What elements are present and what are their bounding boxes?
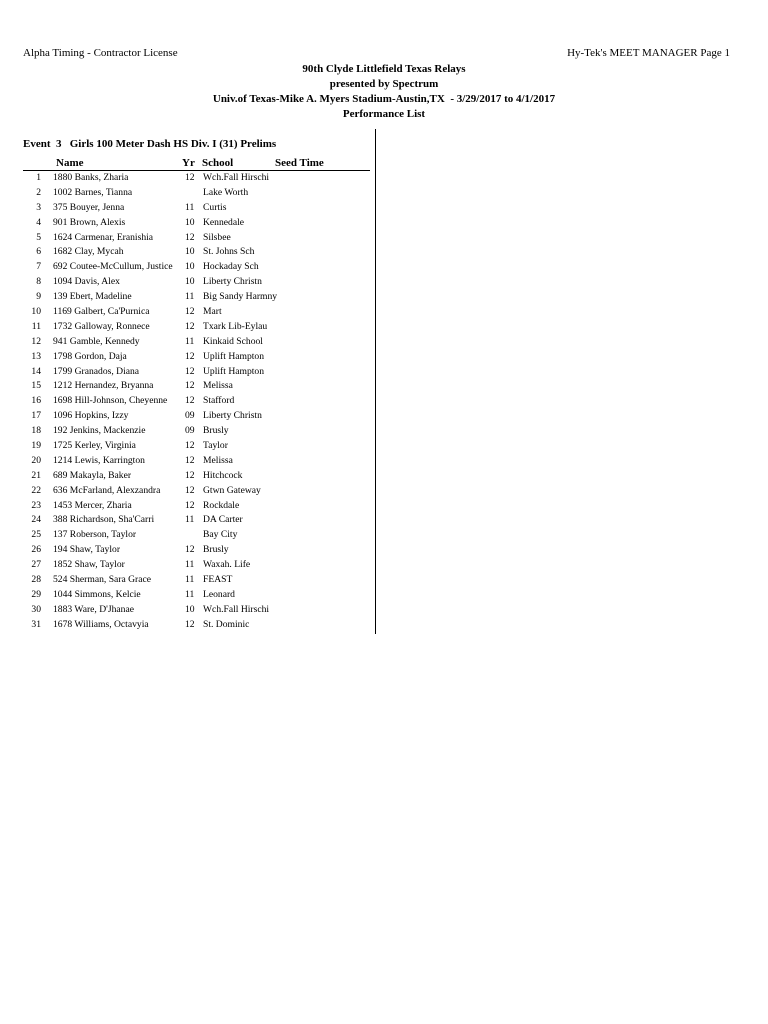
year-cell: 11: [185, 588, 195, 600]
school-cell: Gtwn Gateway: [203, 484, 261, 496]
athlete-name-cell: 1725 Kerley, Virginia: [53, 440, 136, 452]
name-column-header: Name: [56, 157, 84, 169]
place-cell: 13: [31, 350, 41, 362]
place-cell: 14: [31, 365, 41, 377]
school-cell: Mart: [203, 306, 222, 318]
athlete-name-cell: 1094 Davis, Alex: [53, 276, 120, 288]
year-cell: 12: [185, 306, 195, 318]
school-cell: Stafford: [203, 395, 235, 407]
athlete-name-cell: 1678 Williams, Octavyia: [53, 618, 149, 630]
year-cell: 09: [185, 425, 195, 437]
athlete-name-cell: 192 Jenkins, Mackenzie: [53, 425, 146, 437]
year-cell: 11: [185, 335, 195, 347]
school-cell: Brusly: [203, 425, 229, 437]
place-cell: 2: [36, 186, 41, 198]
athlete-name-cell: 1096 Hopkins, Izzy: [53, 410, 129, 422]
meet-title: 90th Clyde Littlefield Texas Relays: [302, 63, 466, 75]
place-cell: 16: [31, 395, 41, 407]
school-cell: Rockdale: [203, 499, 240, 511]
athlete-name-cell: 1212 Hernandez, Bryanna: [53, 380, 154, 392]
school-cell: Hockaday Sch: [203, 261, 259, 273]
school-cell: FEAST: [203, 574, 233, 586]
year-cell: 10: [185, 216, 195, 228]
place-cell: 27: [31, 559, 41, 571]
place-cell: 29: [31, 588, 41, 600]
place-cell: 8: [36, 276, 41, 288]
place-cell: 9: [36, 291, 41, 303]
school-cell: Taylor: [203, 440, 228, 452]
school-cell: Uplift Hampton: [203, 350, 265, 362]
place-cell: 25: [31, 529, 41, 541]
athlete-name-cell: 194 Shaw, Taylor: [53, 544, 121, 556]
year-cell: 11: [185, 514, 195, 526]
year-cell: 12: [185, 172, 195, 183]
athlete-name-cell: 1798 Gordon, Daja: [53, 350, 127, 362]
athlete-name-cell: 636 McFarland, Alexzandra: [53, 484, 161, 496]
place-cell: 4: [36, 216, 41, 228]
place-cell: 28: [31, 574, 41, 586]
place-cell: 20: [31, 454, 41, 466]
place-cell: 15: [31, 380, 41, 392]
column-divider: [375, 129, 376, 634]
school-cell: St. Johns Sch: [203, 246, 255, 258]
school-cell: Liberty Christn: [203, 276, 262, 288]
place-cell: 23: [31, 499, 41, 511]
athlete-name-cell: 1880 Banks, Zharia: [53, 172, 129, 183]
place-cell: 26: [31, 544, 41, 556]
place-cell: 19: [31, 440, 41, 452]
meet-venue-dates: Univ.of Texas-Mike A. Myers Stadium-Austin,TX - 3/29/2017 to 4/1/2017: [212, 93, 556, 105]
year-cell: 12: [185, 469, 195, 481]
place-cell: 6: [36, 246, 41, 258]
place-cell: 17: [31, 410, 41, 422]
school-cell: DA Carter: [203, 514, 243, 526]
year-cell: 11: [185, 574, 195, 586]
meet-sponsor: presented by Spectrum: [329, 78, 439, 90]
event-title: Event 3 Girls 100 Meter Dash HS Div. I (31) Prelims: [23, 138, 277, 150]
school-cell: Melissa: [203, 454, 233, 466]
year-cell: 12: [185, 365, 195, 377]
athlete-name-cell: 139 Ebert, Madeline: [53, 291, 132, 303]
year-cell: 10: [185, 246, 195, 258]
seed-time-column-header: Seed Time: [275, 157, 324, 169]
year-column-header: Yr: [182, 157, 195, 169]
school-cell: Brusly: [203, 544, 229, 556]
athlete-name-cell: 689 Makayla, Baker: [53, 469, 132, 481]
software-page-header: Hy-Tek's MEET MANAGER Page 1: [567, 47, 730, 59]
year-cell: 09: [185, 410, 195, 422]
place-cell: 12: [31, 335, 41, 347]
year-cell: 10: [185, 603, 195, 615]
year-cell: 12: [185, 454, 195, 466]
year-cell: 12: [185, 544, 195, 556]
place-cell: 24: [31, 514, 41, 526]
place-cell: 1: [36, 172, 41, 183]
athlete-name-cell: 524 Sherman, Sara Grace: [53, 574, 152, 586]
year-cell: 12: [185, 499, 195, 511]
school-cell: Curtis: [203, 201, 227, 213]
school-cell: Kinkaid School: [203, 335, 263, 347]
year-cell: 11: [185, 559, 195, 571]
school-cell: Txark Lib-Eylau: [203, 320, 268, 332]
place-cell: 7: [36, 261, 41, 273]
athlete-name-cell: 388 Richardson, Sha'Carri: [53, 514, 155, 526]
school-cell: Bay City: [203, 529, 238, 541]
school-cell: Kennedale: [203, 216, 245, 228]
year-cell: 11: [185, 201, 195, 213]
athlete-name-cell: 1682 Clay, Mycah: [53, 246, 124, 258]
year-cell: 12: [185, 380, 195, 392]
meet-title-block: [0, 62, 768, 122]
year-cell: 12: [185, 484, 195, 496]
athlete-name-cell: 692 Coutee-McCullum, Justice: [53, 261, 173, 273]
athlete-name-cell: 941 Gamble, Kennedy: [53, 335, 140, 347]
place-cell: 10: [31, 306, 41, 318]
school-cell: Hitchcock: [203, 469, 243, 481]
athlete-name-cell: 1852 Shaw, Taylor: [53, 559, 125, 571]
athlete-name-cell: 901 Brown, Alexis: [53, 216, 126, 228]
athlete-name-cell: 1799 Granados, Diana: [53, 365, 140, 377]
year-cell: 10: [185, 261, 195, 273]
school-cell: Wch.Fall Hirschi: [203, 172, 270, 183]
place-cell: 18: [31, 425, 41, 437]
athlete-name-cell: 1698 Hill-Johnson, Cheyenne: [53, 395, 168, 407]
athlete-name-cell: 1044 Simmons, Kelcie: [53, 588, 141, 600]
year-cell: 12: [185, 618, 195, 630]
year-cell: 12: [185, 440, 195, 452]
school-cell: Uplift Hampton: [203, 365, 265, 377]
place-cell: 21: [31, 469, 41, 481]
year-cell: 11: [185, 291, 195, 303]
place-cell: 22: [31, 484, 41, 496]
athlete-name-cell: 1732 Galloway, Ronnece: [53, 320, 150, 332]
place-cell: 30: [31, 603, 41, 615]
school-cell: Melissa: [203, 380, 233, 392]
school-cell: Silsbee: [203, 231, 231, 243]
athlete-name-cell: 1002 Barnes, Tianna: [53, 186, 133, 198]
school-cell: Wch.Fall Hirschi: [203, 603, 270, 615]
year-cell: 12: [185, 231, 195, 243]
school-cell: Leonard: [203, 588, 235, 600]
athlete-name-cell: 1624 Carmenar, Eranishia: [53, 231, 154, 243]
year-cell: 10: [185, 276, 195, 288]
athlete-name-cell: 1453 Mercer, Zharia: [53, 499, 132, 511]
school-cell: Big Sandy Harmny: [203, 291, 278, 303]
athlete-name-cell: 1214 Lewis, Karrington: [53, 454, 145, 466]
license-header: Alpha Timing - Contractor License: [23, 47, 178, 59]
athlete-name-cell: 375 Bouyer, Jenna: [53, 201, 125, 213]
athlete-name-cell: 1883 Ware, D'Jhanae: [53, 603, 134, 615]
place-cell: 31: [31, 618, 41, 630]
school-cell: Lake Worth: [203, 186, 249, 198]
place-cell: 3: [36, 201, 41, 213]
report-type: Performance List: [342, 108, 426, 120]
school-cell: Liberty Christn: [203, 410, 262, 422]
school-column-header: School: [202, 157, 234, 169]
year-cell: 12: [185, 350, 195, 362]
year-cell: 12: [185, 395, 195, 407]
place-cell: 5: [36, 231, 41, 243]
school-cell: St. Dominic: [203, 618, 250, 630]
athlete-name-cell: 137 Roberson, Taylor: [53, 529, 137, 541]
year-cell: 12: [185, 320, 195, 332]
place-cell: 11: [31, 320, 41, 332]
athlete-name-cell: 1169 Galbert, Ca'Purnica: [53, 306, 150, 318]
school-cell: Waxah. Life: [203, 559, 251, 571]
